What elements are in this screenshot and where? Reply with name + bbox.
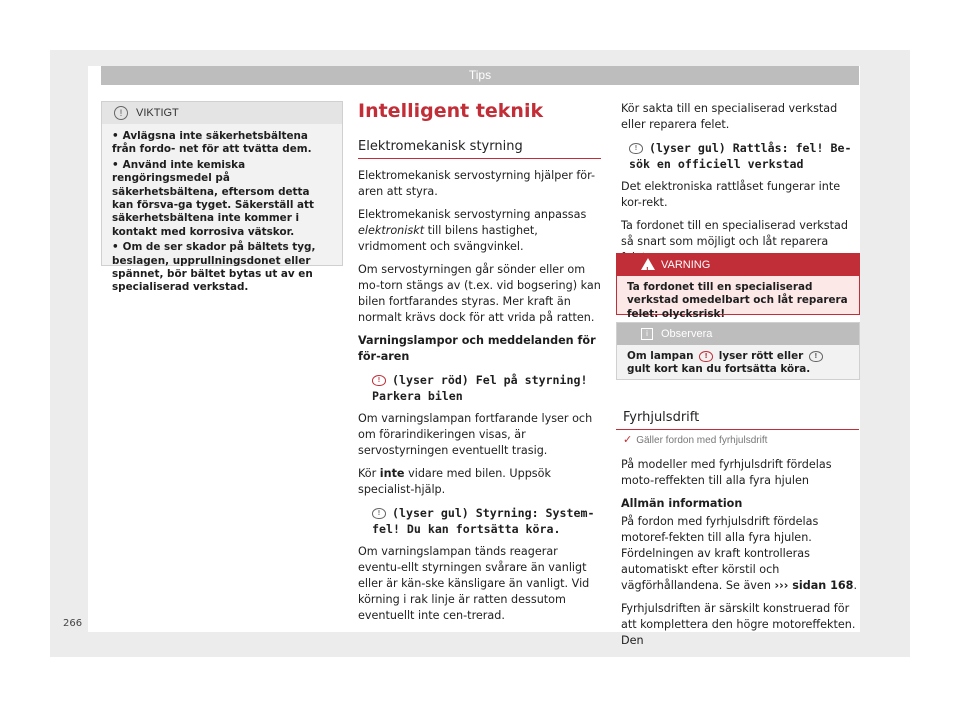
list-item: • Använd inte kemiska rengöringsmedel på säkerhetsbältena, eftersom detta kan försva-ga tyget. Säkerställ att säkerhetsbältena inte kommer i kontakt med korrosiva vätskor. <box>112 158 314 238</box>
right-column-top <box>621 101 859 273</box>
varning-header <box>617 254 859 276</box>
applicability-note: ✓ Gäller fordon med fyrhjulsdrift <box>623 434 768 446</box>
steering-warning-lamp-icon: ! <box>372 508 386 519</box>
tips-header-bar: Tips <box>101 66 859 85</box>
subheading: Varningslampor och meddelanden för för-aren <box>358 334 596 363</box>
warning-message: ! (lyser gul) Styrning: System-fel! Du kan fortsätta köra. <box>372 506 595 536</box>
observera-title: Observera <box>661 328 713 340</box>
page-number: 266 <box>63 618 83 629</box>
list-item: • Avlägsna inte säkerhetsbältena från fordo- net för att tvätta dem. <box>112 130 312 156</box>
paragraph: På modeller med fyrhjulsdrift fördelas moto-reffekten till alla fyra hjulen <box>621 458 832 487</box>
heading-divider <box>616 429 859 430</box>
page-reference-link[interactable]: ››› sidan 168 <box>774 579 854 592</box>
steering-warning-lamp-icon: ! <box>372 375 386 386</box>
varning-box <box>616 253 860 320</box>
paragraph: Ta fordonet till en specialiserad verkstad så snart som möjligt och låt reparera <box>621 219 848 248</box>
subheading: Allmän information <box>621 497 743 510</box>
observera-header <box>617 323 859 345</box>
right-column-bottom <box>621 457 859 656</box>
paragraph: Om varningslampan tänds reagerar eventu-ellt styrningen svårare än vanligt eller är kän-ske känsligare än vanligt. Vid körning i rak linje är ratten dessutom eventuellt inte cen-trerad. <box>358 545 590 622</box>
heading-divider <box>358 158 601 159</box>
paragraph: Det elektroniska rattlåset fungerar inte kor-rekt. <box>621 180 841 209</box>
page-title: Intelligent teknik <box>358 100 544 122</box>
info-icon: ! <box>114 106 128 120</box>
paragraph: Elektromekanisk servostyrning hjälper för-aren att styra. <box>358 169 596 198</box>
warning-message: ! (lyser gul) Rattlås: fel! Be-sök en officiell verkstad <box>629 141 852 171</box>
varning-text: Ta fordonet till en specialiserad verkstad omedelbart och låt reparera felet: olycksrisk! <box>627 281 848 320</box>
warning-triangle-icon: ! <box>641 258 655 270</box>
section-heading: Fyrhjulsdrift <box>623 410 700 425</box>
steering-warning-lamp-icon: ! <box>809 351 823 362</box>
viktigt-title: VIKTIGT <box>136 107 179 119</box>
paragraph: Elektromekanisk servostyrning anpassas elektroniskt till bilens hastighet, vridmoment och svängvinkel. <box>358 208 587 253</box>
check-icon: ✓ <box>623 434 633 446</box>
varning-title: VARNING <box>661 259 711 271</box>
list-item-text: Använd inte kemiska rengöringsmedel på säkerhetsbältena, eftersom detta kan försva-ga tyget. Säkerställ att säkerhetsbältena inte kommer i kontakt med korrosiva vätskor. <box>112 158 314 238</box>
viktigt-list <box>112 130 334 295</box>
warning-message: ! (lyser röd) Fel på styrning! Parkera bilen <box>372 373 588 403</box>
paragraph: Kör inte vidare med bilen. Uppsök specialist-hjälp. <box>358 467 551 496</box>
paragraph: Kör sakta till en specialiserad verkstad eller reparera felet. <box>621 102 838 131</box>
paragraph: På fordon med fyrhjulsdrift fördelas motoref-fekten till alla fyra hjulen. Fördelningen av kraft kontrolleras automatiskt efter körstil och vägförhållandena. Se även ››› sidan 168. <box>621 515 858 592</box>
viktigt-header <box>102 102 342 124</box>
paragraph: Fyrhjulsdriften är särskilt konstruerad för att komplettera den högre motoreffekten. Den <box>621 602 856 647</box>
list-item-text: Om de ser skador på bältets tyg, beslagen, upprullningsdonet eller spännet, bör bältet bytas ut av en specialiserad verkstad. <box>112 241 316 294</box>
observera-text: Om lampan ! lyser rött eller ! gult kort kan du fortsätta köra. <box>617 345 859 382</box>
paragraph: Om varningslampan fortfarande lyser och om förarindikeringen visas, är servostyrningen eventuellt trasig. <box>358 412 593 457</box>
list-item: • Om de ser skador på bältets tyg, beslagen, upprullningsdonet eller spännet, bör bältet bytas ut av en specialiserad verkstad. <box>112 241 316 294</box>
viktigt-box <box>101 101 343 294</box>
paragraph: Om servostyrningen går sönder eller om mo-torn stängs av (t.ex. vid bogsering) kan bilen fortfarandes styras. Mer kraft än normalt krävs dock för att vrida på ratten. <box>358 263 601 324</box>
steering-warning-lamp-icon: ! <box>699 351 713 362</box>
list-item-text: Avlägsna inte säkerhetsbältena från fordo- net för att tvätta dem. <box>112 130 312 156</box>
observera-box <box>616 322 860 380</box>
note-icon: i <box>641 328 653 340</box>
steering-warning-lamp-icon: ! <box>629 143 643 154</box>
middle-column <box>358 168 603 631</box>
section-heading: Elektromekanisk styrning <box>358 139 523 154</box>
